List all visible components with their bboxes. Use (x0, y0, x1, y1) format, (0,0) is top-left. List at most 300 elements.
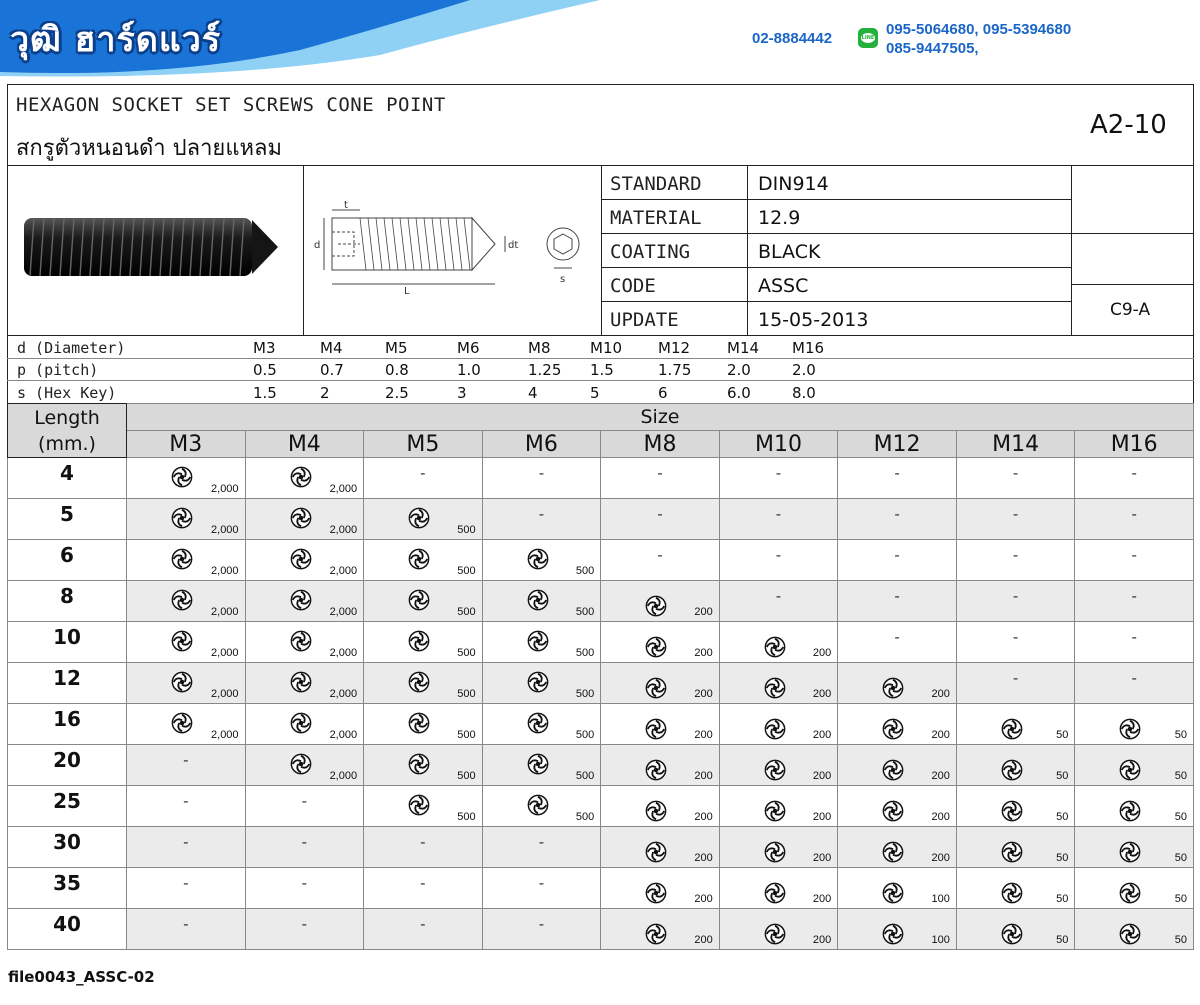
availability-cell (245, 827, 364, 868)
availability-cell (364, 868, 483, 909)
availability-cell (601, 868, 720, 909)
availability-cell (127, 458, 246, 499)
pack-quantity: 200 (694, 647, 713, 659)
length-cell: 10 (8, 622, 127, 663)
pack-quantity: 200 (694, 852, 713, 864)
screw-stock-icon (408, 548, 430, 570)
param-value: M5 (385, 339, 408, 357)
pack-quantity: 2,000 (329, 647, 358, 659)
param-value: M10 (590, 339, 623, 357)
table-row (8, 581, 1194, 622)
pack-quantity: 500 (575, 565, 595, 577)
pack-quantity: 500 (457, 606, 476, 618)
availability-cell (364, 581, 483, 622)
screw-stock-icon (290, 507, 312, 529)
availability-cell (719, 581, 838, 622)
not-available-dash: - (1131, 505, 1137, 523)
availability-cell (482, 786, 601, 827)
availability-cell (245, 704, 364, 745)
pack-quantity: 2,000 (211, 606, 239, 618)
pack-quantity: 50 (1056, 729, 1069, 741)
pack-quantity: 100 (931, 934, 950, 946)
availability-cell (719, 704, 838, 745)
param-value: 1.5 (253, 384, 277, 402)
technical-drawing (310, 192, 600, 302)
size-header: Size (127, 404, 1194, 431)
screw-stock-icon (290, 548, 312, 570)
spec-label-update: UPDATE (610, 309, 679, 331)
pack-quantity: 2,000 (329, 606, 358, 618)
pack-quantity: 2,000 (329, 770, 358, 782)
not-available-dash: - (1131, 546, 1137, 564)
pack-quantity: 200 (694, 770, 713, 782)
screw-stock-icon (882, 759, 904, 781)
availability-cell (1075, 458, 1194, 499)
param-value: 0.7 (320, 361, 344, 379)
availability-cell (364, 622, 483, 663)
length-cell: 35 (8, 868, 127, 909)
length-cell: 12 (8, 663, 127, 704)
availability-cell (245, 909, 364, 950)
not-available-dash: - (894, 587, 900, 605)
column-header: M8 (601, 431, 720, 458)
pack-quantity: 200 (812, 934, 832, 946)
availability-cell (956, 540, 1075, 581)
pack-quantity: 2,000 (329, 524, 358, 536)
availability-cell (482, 868, 601, 909)
screw-stock-icon (645, 800, 667, 822)
pack-quantity: 500 (575, 811, 595, 823)
availability-cell (601, 540, 720, 581)
pack-quantity: 200 (812, 688, 832, 700)
pack-quantity: 50 (1056, 934, 1069, 946)
param-value: 2.0 (727, 361, 751, 379)
screw-stock-icon (764, 636, 786, 658)
availability-cell (956, 827, 1075, 868)
param-value: 1.5 (590, 361, 614, 379)
table-row (8, 622, 1194, 663)
availability-cell (482, 622, 601, 663)
screw-stock-icon (290, 671, 312, 693)
pack-quantity: 500 (457, 647, 476, 659)
availability-cell (245, 540, 364, 581)
availability-cell (838, 745, 957, 786)
page-code: C9-A (1110, 300, 1151, 320)
param-value: M6 (457, 339, 480, 357)
not-available-dash: - (1131, 628, 1137, 646)
availability-cell (245, 868, 364, 909)
availability-cell (601, 499, 720, 540)
not-available-dash: - (1012, 669, 1019, 687)
availability-cell (719, 540, 838, 581)
screw-stock-icon (1001, 923, 1023, 945)
line-app-icon: LINE (858, 28, 878, 48)
availability-cell (719, 868, 838, 909)
availability-cell (601, 704, 720, 745)
grade-label: A2-10 (1090, 110, 1167, 140)
screw-stock-icon (290, 466, 312, 488)
screw-stock-icon (882, 923, 904, 945)
not-available-dash: - (301, 833, 308, 851)
screw-stock-icon (527, 671, 549, 693)
screw-stock-icon (1001, 718, 1023, 740)
availability-cell (364, 499, 483, 540)
pack-quantity: 500 (457, 565, 476, 577)
availability-cell (956, 868, 1075, 909)
param-value: 0.5 (253, 361, 277, 379)
screw-stock-icon (408, 753, 430, 775)
param-value: M4 (320, 339, 343, 357)
screw-stock-icon (882, 841, 904, 863)
spec-value-update: 15-05-2013 (758, 309, 869, 331)
pack-quantity: 500 (457, 811, 476, 823)
availability-cell (719, 786, 838, 827)
spec-label-material: MATERIAL (610, 207, 702, 229)
availability-cell (127, 663, 246, 704)
availability-cell (601, 827, 720, 868)
availability-cell (127, 540, 246, 581)
screw-stock-icon (408, 671, 430, 693)
availability-cell (482, 704, 601, 745)
pack-quantity: 50 (1056, 852, 1069, 864)
screw-stock-icon (645, 636, 667, 658)
length-cell: 5 (8, 499, 127, 540)
availability-cell (1075, 622, 1194, 663)
param-value: M16 (792, 339, 825, 357)
availability-cell (1075, 786, 1194, 827)
availability-cell (127, 499, 246, 540)
screw-stock-icon (1119, 759, 1141, 781)
page-header (0, 0, 1200, 84)
availability-cell (1075, 909, 1194, 950)
availability-cell (719, 499, 838, 540)
pack-quantity: 500 (575, 729, 595, 741)
availability-cell (245, 745, 364, 786)
file-name: file0043_ASSC-02 (8, 968, 155, 986)
table-row (8, 827, 1194, 868)
product-title-en: HEXAGON SOCKET SET SCREWS CONE POINT (16, 94, 446, 116)
spec-value-standard: DIN914 (758, 173, 829, 195)
pack-quantity: 2,000 (211, 729, 239, 741)
length-header: Length (mm.) (8, 404, 127, 458)
availability-cell (364, 827, 483, 868)
availability-cell (719, 909, 838, 950)
availability-cell (482, 663, 601, 704)
svg-text:t: t (344, 200, 348, 211)
not-available-dash: - (301, 874, 308, 892)
screw-stock-icon (171, 507, 193, 529)
pack-quantity: 50 (1056, 811, 1069, 823)
pack-quantity: 500 (575, 606, 595, 618)
pack-quantity: 200 (931, 688, 950, 700)
not-available-dash: - (183, 915, 189, 933)
availability-cell (956, 909, 1075, 950)
pack-quantity: 50 (1174, 934, 1187, 946)
not-available-dash: - (420, 833, 426, 851)
not-available-dash: - (657, 546, 663, 564)
not-available-dash: - (894, 464, 900, 482)
pack-quantity: 200 (931, 729, 950, 741)
pack-quantity: 200 (812, 811, 832, 823)
screw-stock-icon (408, 794, 430, 816)
not-available-dash: - (183, 792, 189, 810)
spec-value-material: 12.9 (758, 207, 801, 229)
availability-cell (838, 458, 957, 499)
column-header: M14 (956, 431, 1075, 458)
screw-stock-icon (171, 630, 193, 652)
not-available-dash: - (1012, 505, 1019, 523)
pack-quantity: 200 (812, 893, 832, 905)
pack-quantity: 200 (812, 647, 832, 659)
screw-stock-icon (882, 677, 904, 699)
table-row (8, 745, 1194, 786)
availability-cell (1075, 704, 1194, 745)
pack-quantity: 500 (575, 688, 595, 700)
pack-quantity: 200 (694, 606, 713, 618)
screw-stock-icon (527, 753, 549, 775)
availability-cell (838, 663, 957, 704)
table-row (8, 540, 1194, 581)
pack-quantity: 2,000 (329, 688, 358, 700)
pack-quantity: 200 (694, 893, 713, 905)
screw-stock-icon (764, 759, 786, 781)
availability-cell (956, 745, 1075, 786)
screw-stock-icon (882, 800, 904, 822)
screw-stock-icon (171, 671, 193, 693)
availability-cell (956, 581, 1075, 622)
availability-cell (1075, 663, 1194, 704)
not-available-dash: - (657, 464, 663, 482)
not-available-dash: - (1012, 464, 1019, 482)
availability-cell (956, 704, 1075, 745)
pack-quantity: 50 (1056, 770, 1069, 782)
not-available-dash: - (538, 833, 545, 851)
availability-cell (482, 909, 601, 950)
screw-stock-icon (1119, 841, 1141, 863)
screw-stock-icon (645, 923, 667, 945)
availability-cell (956, 663, 1075, 704)
availability-cell (364, 704, 483, 745)
pack-quantity: 50 (1174, 729, 1187, 741)
availability-cell (601, 581, 720, 622)
screw-stock-icon (527, 712, 549, 734)
availability-cell (838, 868, 957, 909)
availability-cell (364, 458, 483, 499)
screw-stock-icon (764, 800, 786, 822)
screw-stock-icon (1001, 882, 1023, 904)
param-value: 8.0 (792, 384, 816, 402)
availability-cell (245, 458, 364, 499)
availability-cell (601, 663, 720, 704)
availability-cell (1075, 540, 1194, 581)
not-available-dash: - (301, 915, 308, 933)
screw-stock-icon (408, 589, 430, 611)
pack-quantity: 2,000 (211, 565, 239, 577)
table-row (8, 499, 1194, 540)
mobile-numbers-2: 085-9447505, (886, 40, 979, 57)
pack-quantity: 200 (694, 729, 713, 741)
length-cell: 6 (8, 540, 127, 581)
availability-cell (601, 745, 720, 786)
availability-cell (482, 458, 601, 499)
availability-cell (719, 827, 838, 868)
screw-stock-icon (290, 630, 312, 652)
table-row (8, 458, 1194, 499)
screw-stock-icon (527, 589, 549, 611)
param-value: 5 (590, 384, 600, 402)
availability-cell (838, 540, 957, 581)
screw-stock-icon (764, 677, 786, 699)
pack-quantity: 200 (694, 811, 713, 823)
table-row (8, 663, 1194, 704)
pack-quantity: 50 (1174, 770, 1187, 782)
not-available-dash: - (538, 874, 545, 892)
pack-quantity: 500 (575, 647, 595, 659)
not-available-dash: - (1012, 546, 1019, 564)
availability-cell (482, 540, 601, 581)
column-header: M12 (838, 431, 957, 458)
availability-cell (1075, 499, 1194, 540)
param-value: 0.8 (385, 361, 409, 379)
column-header: M3 (127, 431, 246, 458)
pack-quantity: 2,000 (329, 729, 358, 741)
availability-cell (482, 499, 601, 540)
svg-text:dt: dt (508, 240, 519, 251)
screw-stock-icon (171, 712, 193, 734)
svg-text:d: d (314, 240, 321, 251)
not-available-dash: - (775, 587, 782, 605)
screw-stock-icon (645, 595, 667, 617)
spec-label-standard: STANDARD (610, 173, 702, 195)
length-cell: 25 (8, 786, 127, 827)
availability-cell (601, 786, 720, 827)
not-available-dash: - (1012, 587, 1019, 605)
availability-cell (127, 909, 246, 950)
availability-cell (601, 622, 720, 663)
availability-cell (245, 786, 364, 827)
table-row (8, 868, 1194, 909)
param-value: 3 (457, 384, 467, 402)
product-title-th: สกรูตัวหนอนดำ ปลายแหลม (16, 136, 282, 161)
pack-quantity: 200 (812, 729, 832, 741)
availability-cell (364, 786, 483, 827)
table-row (8, 786, 1194, 827)
column-header: M6 (482, 431, 601, 458)
pack-quantity: 2,000 (211, 524, 239, 536)
availability-cell (1075, 745, 1194, 786)
screw-stock-icon (290, 589, 312, 611)
availability-cell (245, 581, 364, 622)
param-label: d (Diameter) (17, 339, 126, 357)
param-value: 6 (658, 384, 668, 402)
availability-cell (719, 622, 838, 663)
pack-quantity: 500 (457, 524, 476, 536)
pack-quantity: 500 (457, 688, 476, 700)
availability-cell (838, 786, 957, 827)
table-row (8, 909, 1194, 950)
screw-stock-icon (290, 712, 312, 734)
not-available-dash: - (894, 505, 900, 523)
not-available-dash: - (894, 546, 900, 564)
column-header: M10 (719, 431, 838, 458)
param-value: 6.0 (727, 384, 751, 402)
screw-stock-icon (764, 718, 786, 740)
spec-label-coating: COATING (610, 241, 691, 263)
screw-stock-icon (764, 882, 786, 904)
not-available-dash: - (775, 464, 782, 482)
screw-stock-icon (882, 718, 904, 740)
availability-cell (719, 745, 838, 786)
availability-cell (838, 622, 957, 663)
availability-cell (364, 909, 483, 950)
not-available-dash: - (1131, 669, 1137, 687)
screw-stock-icon (1119, 923, 1141, 945)
availability-cell (1075, 581, 1194, 622)
param-label: p (pitch) (17, 361, 99, 379)
availability-cell (364, 540, 483, 581)
not-available-dash: - (775, 546, 782, 564)
param-value: M14 (727, 339, 760, 357)
availability-cell (364, 745, 483, 786)
screw-stock-icon (408, 712, 430, 734)
pack-quantity: 500 (575, 770, 595, 782)
param-label: s (Hex Key) (17, 384, 117, 402)
not-available-dash: - (894, 628, 900, 646)
not-available-dash: - (420, 915, 426, 933)
pack-quantity: 200 (931, 811, 950, 823)
param-value: 1.0 (457, 361, 481, 379)
not-available-dash: - (183, 874, 189, 892)
brand-logo: วุฒิ ฮาร์ดแวร์ (10, 20, 222, 60)
not-available-dash: - (657, 505, 663, 523)
availability-cell (127, 868, 246, 909)
availability-cell (956, 622, 1075, 663)
mobile-numbers-1: 095-5064680, 095-5394680 (886, 21, 1072, 38)
pack-quantity: 200 (812, 852, 832, 864)
pack-quantity: 200 (694, 934, 713, 946)
not-available-dash: - (420, 464, 426, 482)
not-available-dash: - (538, 915, 545, 933)
param-value: 2 (320, 384, 330, 402)
availability-cell (482, 827, 601, 868)
pack-quantity: 500 (457, 729, 476, 741)
screw-stock-icon (408, 630, 430, 652)
pack-quantity: 50 (1056, 893, 1069, 905)
availability-cell (127, 745, 246, 786)
pack-quantity: 2,000 (211, 688, 239, 700)
availability-cell (127, 704, 246, 745)
not-available-dash: - (183, 833, 189, 851)
screw-stock-icon (645, 759, 667, 781)
table-row (8, 704, 1194, 745)
pack-quantity: 50 (1174, 852, 1187, 864)
pack-quantity: 200 (812, 770, 832, 782)
not-available-dash: - (420, 874, 426, 892)
pack-quantity: 2,000 (211, 647, 239, 659)
screw-stock-icon (408, 507, 430, 529)
length-cell: 8 (8, 581, 127, 622)
pack-quantity: 2,000 (329, 565, 358, 577)
screw-stock-icon (527, 630, 549, 652)
svg-text:L: L (404, 286, 410, 297)
param-value: 1.75 (658, 361, 692, 379)
availability-cell (127, 622, 246, 663)
screw-stock-icon (171, 589, 193, 611)
availability-cell (127, 581, 246, 622)
screw-stock-icon (1119, 882, 1141, 904)
availability-cell (601, 458, 720, 499)
availability-cell (1075, 868, 1194, 909)
